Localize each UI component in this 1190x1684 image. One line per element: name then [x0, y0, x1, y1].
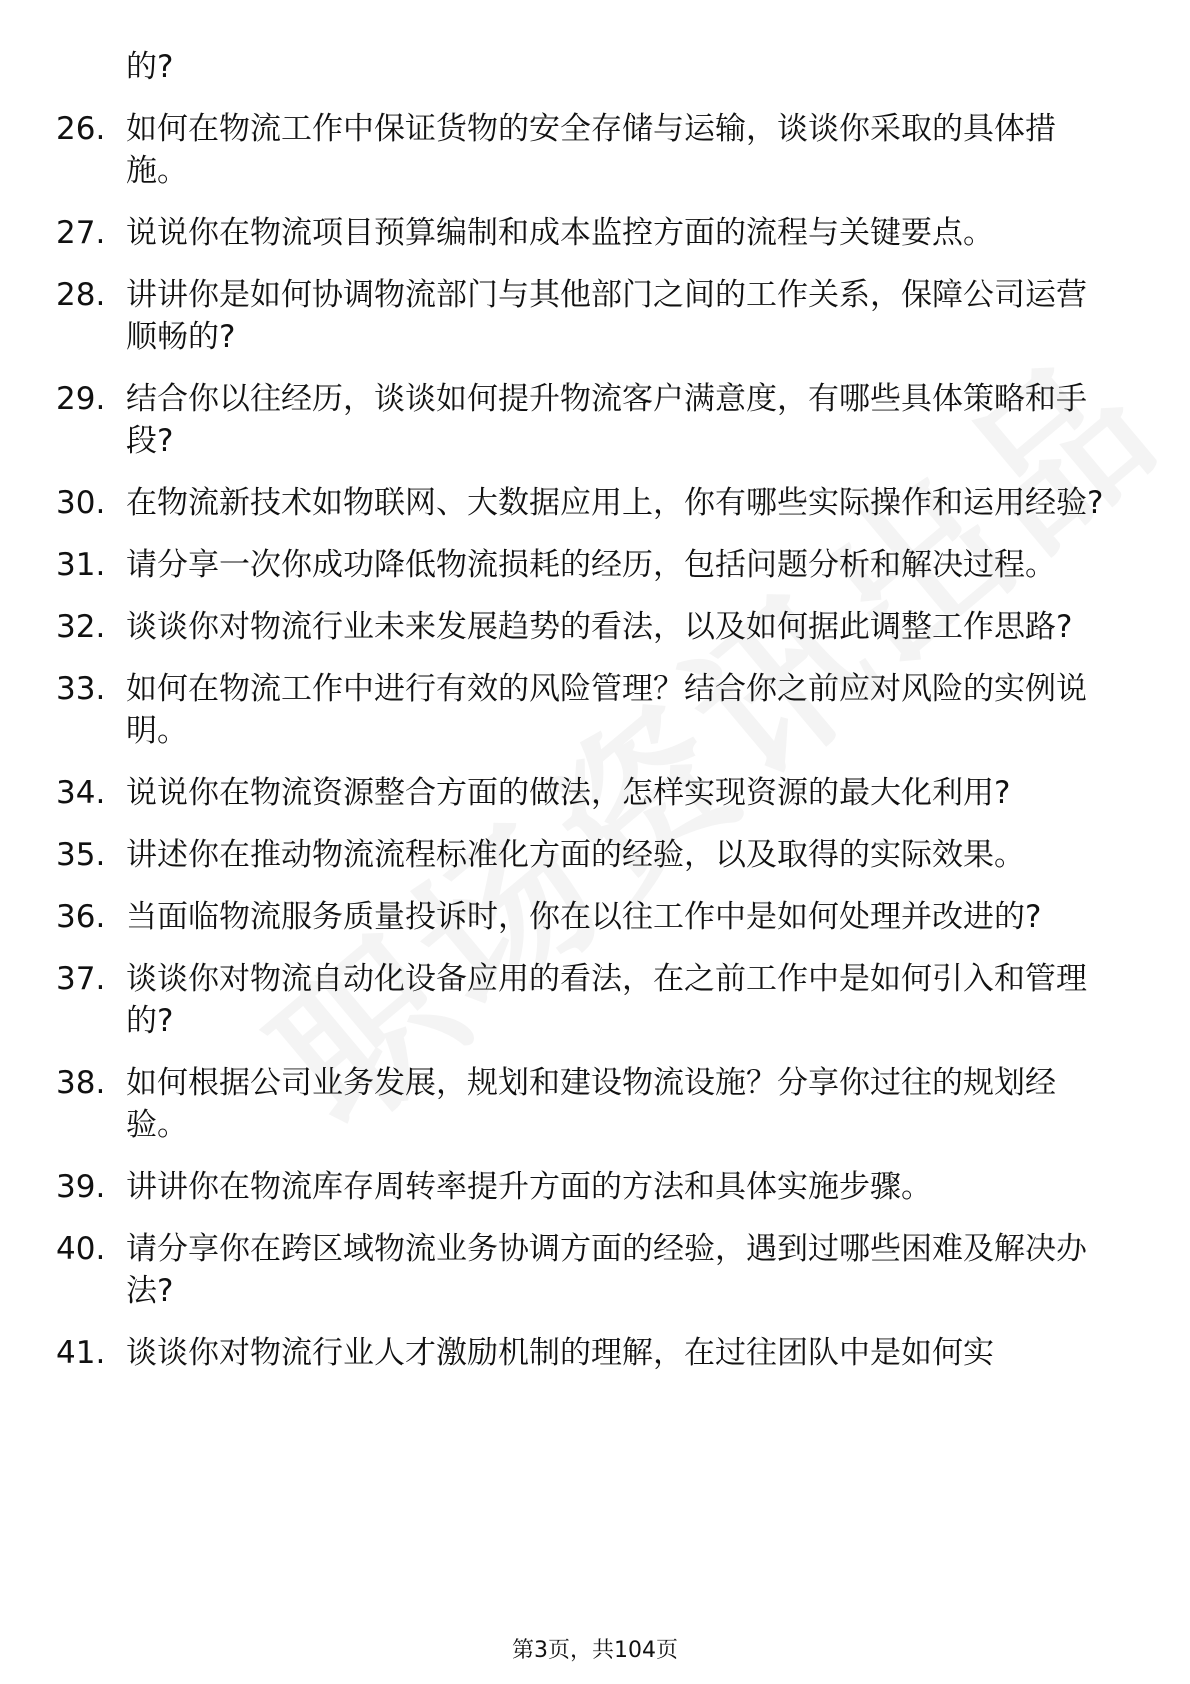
item-text: 在物流新技术如物联网、大数据应用上，你有哪些实际操作和运用经验? — [126, 485, 1104, 521]
item-number: 26. — [56, 111, 106, 147]
item-number: 41. — [56, 1335, 106, 1371]
item-text: 讲讲你在物流库存周转率提升方面的方法和具体实施步骤。 — [126, 1169, 932, 1205]
item-text: 说说你在物流资源整合方面的做法，怎样实现资源的最大化利用? — [126, 775, 1011, 811]
item-number: 33. — [56, 671, 106, 707]
item-number: 36. — [56, 899, 106, 935]
list-item — [0, 212, 1190, 254]
list-item — [0, 482, 1190, 524]
item-text: 如何在物流工作中保证货物的安全存储与运输，谈谈你采取的具体措施。 — [126, 111, 1056, 189]
item-number: 29. — [56, 381, 106, 417]
item-text: 讲讲你是如何协调物流部门与其他部门之间的工作关系，保障公司运营顺畅的? — [126, 277, 1087, 355]
item-number: 34. — [56, 775, 106, 811]
list-item — [0, 896, 1190, 938]
item-number: 27. — [56, 215, 106, 251]
list-item — [0, 1166, 1190, 1208]
item-number: 39. — [56, 1169, 106, 1205]
item-number: 30. — [56, 485, 106, 521]
page-footer: 第3页，共104页 — [512, 1638, 678, 1663]
item-number: 28. — [56, 277, 106, 313]
list-item — [0, 772, 1190, 814]
item-text: 请分享一次你成功降低物流损耗的经历，包括问题分析和解决过程。 — [126, 547, 1056, 583]
list-item — [0, 668, 1190, 752]
question-list — [0, 108, 1190, 1394]
list-item — [0, 1332, 1190, 1374]
item-text: 结合你以往经历，谈谈如何提升物流客户满意度，有哪些具体策略和手段? — [126, 381, 1087, 459]
continued-text: 的? — [126, 49, 174, 85]
item-text: 讲述你在推动物流流程标准化方面的经验，以及取得的实际效果。 — [126, 837, 1025, 873]
item-number: 35. — [56, 837, 106, 873]
list-item — [0, 1062, 1190, 1146]
item-text: 当面临物流服务质量投诉时，你在以往工作中是如何处理并改进的? — [126, 899, 1042, 935]
list-item — [0, 958, 1190, 1042]
item-text: 如何在物流工作中进行有效的风险管理？结合你之前应对风险的实例说明。 — [126, 671, 1087, 749]
item-text: 谈谈你对物流行业未来发展趋势的看法，以及如何据此调整工作思路? — [126, 609, 1073, 645]
item-text: 请分享你在跨区域物流业务协调方面的经验，遇到过哪些困难及解决办法? — [126, 1231, 1087, 1309]
item-text: 谈谈你对物流自动化设备应用的看法，在之前工作中是如何引入和管理的? — [126, 961, 1087, 1039]
item-text: 如何根据公司业务发展，规划和建设物流设施？分享你过往的规划经验。 — [126, 1065, 1056, 1143]
item-number: 32. — [56, 609, 106, 645]
list-item — [0, 108, 1190, 192]
item-text: 说说你在物流项目预算编制和成本监控方面的流程与关键要点。 — [126, 215, 994, 251]
item-number: 38. — [56, 1065, 106, 1101]
list-item — [0, 834, 1190, 876]
list-item — [0, 606, 1190, 648]
item-number: 31. — [56, 547, 106, 583]
list-item — [0, 544, 1190, 586]
list-item — [0, 378, 1190, 462]
item-text: 谈谈你对物流行业人才激励机制的理解，在过往团队中是如何实 — [126, 1335, 994, 1371]
item-number: 37. — [56, 961, 106, 997]
list-item — [0, 274, 1190, 358]
item-number: 40. — [56, 1231, 106, 1267]
list-item — [0, 1228, 1190, 1312]
